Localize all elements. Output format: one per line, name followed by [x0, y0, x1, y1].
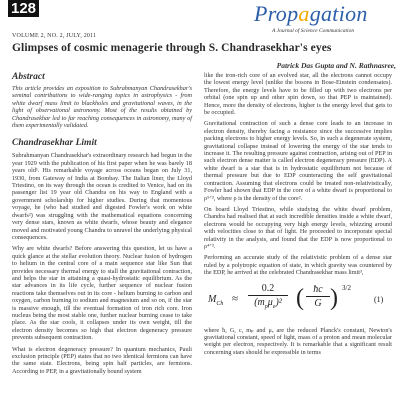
equation-approx-sign: ≈	[232, 292, 239, 305]
equation-number: (1)	[374, 294, 384, 304]
right-column	[204, 72, 392, 360]
article-authors: Patrick Das Gupta and N. Rathnasree,	[276, 61, 396, 70]
equation-exponent: 3/2	[342, 283, 351, 292]
equation-lhs: $M_{Ch}$	[208, 293, 224, 307]
body-paragraph: where ħ, G, c, mₚ and μₑ are the reduced Planck's constant, Newton's gravitational constant, speed of light, mass of a proton and mean molecular weight per electron, respectively. It is remarkable that a significant result concerning stars should be expressible in terms	[204, 326, 392, 356]
abstract-body: This article provides an exposition to Subrahmanyan Chandrasekhar's seminal contributions to wide-ranging topics in astrophysics - from white dwarf mass limit to blackholes and gravitational waves, in the light of observational astronomy. Most of the results obtained by Chandrasekhar led to far reaching consequences in astronomy, many of them experimentally validated.	[12, 85, 192, 130]
body-paragraph: Why are white dwarfs? Before answering this question, let us have a quick glance at the stellar evolution theory. Nuclear fusion of hydrogen to helium in the central core of a main sequence star like Sun that provides necessary thermal energy to stall the gravitational contraction, and helps the star in attaining a quasi-hydrostatic equilibrium. As the star advances in its life cycle, further sequence of nuclear fusion reactions take themselves out in its core - helium burning to carbon and oxygen, carbon burning to sodium and magnesium and so on, if the star is massive enough, till the eventual formation of iron rich core. Iron nucleus being the most stable one, further nuclear burning cease to take place. As the star cools, it collapses under its own weight, till the electron density becomes so high that electron degeneracy pressure prevents subsequent contraction.	[12, 245, 192, 342]
body-paragraph: like the iron-rich core of an evolved star, all the electrons cannot occupy the lowest energy level (unlike the bosons in Bose-Einstein condensates). Therefore, the energy levels have to be filled up with two electrons per orbital (one spin up and other spin down, so that PEP is maintained). Hence, more the density of electrons, higher is the energy level that gets to be occupied.	[204, 72, 392, 117]
equation-fraction: 0.2 $(m_p\mu_e)^2$	[248, 283, 288, 314]
left-column	[12, 72, 192, 379]
body-paragraph: Subrahmanyan Chandrasekhar's extraordinary research had begun in the year 1929 with the publication of his first paper when he was barely 18 years old¹. His remarkable voyage across oceans began on July 31, 1930, from Gateway of India at Bombay. The Italian liner, the Lloyd Triestino, on its way through the ocean is credited to Venice, had on its passenger list 19 year old Chandra on his way to England with a government scholarship for higher studies. During that momentous voyage, he (who had studied and digested Fowler's work on white dwarfs²) was struggling with the mathematical equations concerning very dense stars, known as white dwarfs, whose beauty and elegance moved and motivated young Chandra to unravel the underlying physical consequences.	[12, 152, 192, 241]
volume-info: VOLUME 2, NO. 2, JULY, 2011	[12, 33, 97, 39]
page-number: 128	[8, 0, 39, 17]
logo-wordmark: Propagation	[254, 1, 368, 26]
article-title: Glimpses of cosmic menagerie through S. Chandrasekhar's eyes	[12, 42, 332, 54]
body-paragraph: Performing an accurate study of the relativistic problem of a dense star ruled by a polytropic equation of state, in which gravity was countered by the EDP, he arrived at the celebrated Chandrasekhar mass limit³,	[204, 254, 392, 277]
journal-logo	[254, 2, 394, 30]
body-paragraph: Gravitational contraction of such a dense core leads to an increase in electron density, thereby facing a resistance since the successive implies packing electrons to higher energy levels. So, in such a degenerate system, gravitational collapse instead of lowering the energy of the star tends to increase it. The resulting pressure against contraction, arising out of PEP in such electron dense matter is called electron degeneracy pressure (EDP). A white dwarf is a star that is in hydrostatic equilibrium not because of thermal pressure but due to EDP counteracting the self gravitational contraction. Assuming that electrons could be treated non-relativistically, Fowler had shown that EDP in the core of a white dwarf is proportional to ρ⁵ᐟ³, where ρ is the density of the core².	[204, 120, 392, 202]
equation-inner-fraction: $\frac{ħc}{G}$	[306, 284, 330, 310]
section-heading: Chandrasekhar Limit	[12, 138, 97, 149]
body-paragraph: What is electron degeneracy pressure? In quantum mechanics, Pauli exclusion principle (PEP) states that no two identical fermions can have the same state. Electrons, being spin half particles, are fermions. According to PEP, in a gravitationally bound system	[12, 345, 192, 375]
chandrasekhar-limit-equation: $M_{Ch}$ ≈ 0.2 $(m_p\mu_e)^2$ ( $\frac{ħc}{G}$ ) 3/2 (1)	[204, 281, 392, 321]
journal-tagline: A Journal of Science Communication	[272, 28, 355, 34]
body-paragraph: On board Lloyd Triestino, while studying the white dwarf problem, Chandra had realised that at such incredible densities inside a white dwarf, electrons would be occupying very high energy levels, whizzing around with velocities close to that of light. He proceeded to incorporate special relativity in the analysis, and found that the EDP is now proportional to ρ⁴ᐟ³.	[204, 205, 392, 250]
abstract-heading: Abstract	[12, 72, 45, 82]
